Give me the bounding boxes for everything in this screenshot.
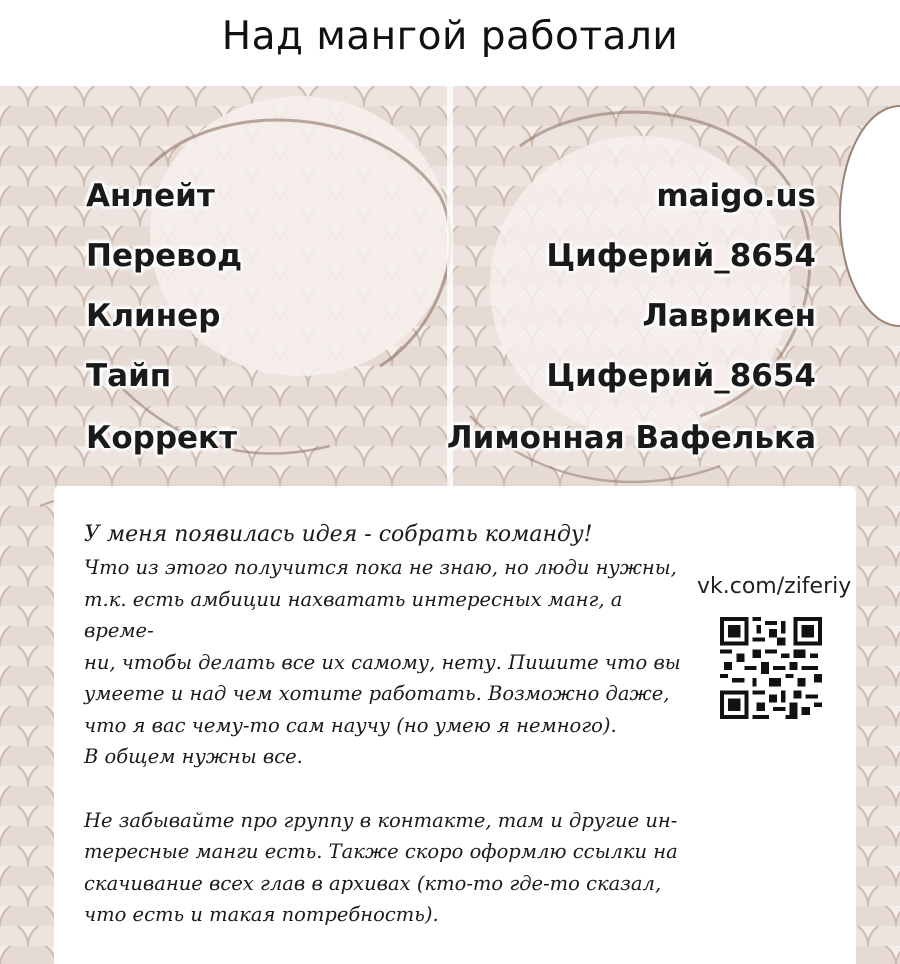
notice-line: Что из этого получится пока не знаю, но люди нужны,: [84, 556, 677, 579]
credit-role-cleaner: Клинер: [86, 298, 221, 334]
notice-line: У меня появилась идея - собрать команду!: [84, 522, 593, 547]
notice-line: тересные манги есть. Также скоро оформлю ссылки на: [84, 840, 678, 863]
notice-line: Не забывайте про группу в контакте, там и другие ин-: [84, 808, 678, 832]
credit-role-anleit: Анлейт: [86, 178, 215, 214]
credit-name-anleit: maigo.us: [656, 178, 816, 214]
notice-line: т.к. есть амбиции нахватать интересных манг, а време-: [84, 587, 623, 642]
recruitment-notice: [84, 518, 684, 931]
vk-link[interactable]: vk.com/ziferiy: [697, 574, 852, 599]
credit-role-typesetter: Тайп: [86, 358, 172, 394]
credit-name-typesetter: Циферий_8654: [546, 358, 816, 394]
credit-role-proofreader: Коррект: [86, 420, 238, 456]
page-title: Над мангой работали: [221, 14, 679, 59]
notice-line: что есть и такая потребность).: [84, 903, 439, 926]
notice-line: что я вас чему-то сам научу (но умею я немного).: [84, 713, 617, 737]
credit-role-translation: Перевод: [86, 238, 243, 274]
qr-code-icon[interactable]: [720, 617, 822, 719]
credit-name-proofreader: Лимонная Вафелька: [446, 420, 816, 456]
credit-name-cleaner: Лаврикен: [642, 298, 816, 334]
credit-name-translation: Циферий_8654: [546, 238, 816, 274]
notice-line: ни, чтобы делать все их самому, нету. Пишите что вы: [84, 650, 681, 674]
notice-line: скачивание всех глав в архивах (кто-то где-то сказал,: [84, 871, 662, 895]
notice-line: умеете и над чем хотите работать. Возможно даже,: [84, 682, 670, 705]
notice-line: В общем нужны все.: [84, 745, 303, 768]
